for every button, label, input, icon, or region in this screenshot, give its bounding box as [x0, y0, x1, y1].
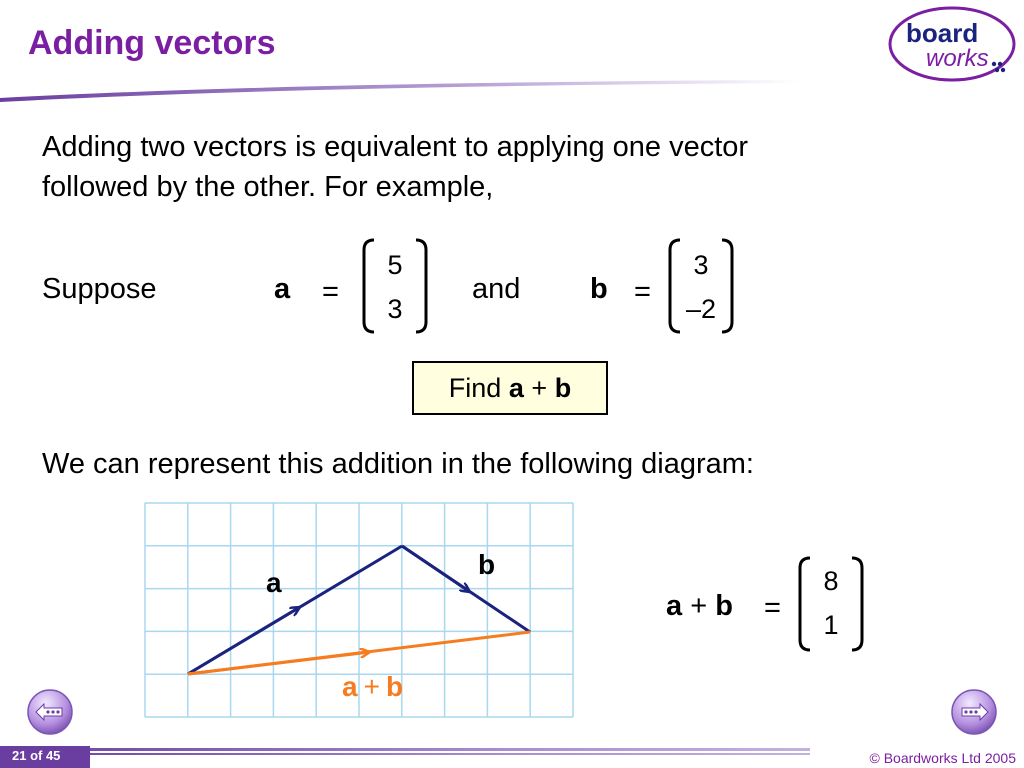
vector-a-y: 3	[387, 294, 403, 324]
vector-b-y: –2	[685, 294, 717, 324]
title-underline	[0, 80, 800, 102]
vector-b-arrowhead	[402, 546, 470, 592]
vector-b-matrix	[666, 236, 736, 336]
vector-diagram	[144, 502, 574, 718]
suppose-label: Suppose	[42, 273, 157, 305]
diagram-intro: We can represent this addition in the following diagram:	[42, 448, 754, 480]
result-expression	[666, 587, 733, 625]
equals-sign-a: =	[322, 276, 339, 308]
copyright-text: © Boardworks Ltd 2005	[869, 750, 1016, 766]
result-x: 8	[823, 566, 839, 596]
result-b: b	[715, 590, 733, 622]
page-counter: 21 of 45	[12, 748, 61, 763]
find-prefix: Find	[448, 373, 502, 403]
vector-b-x: 3	[693, 250, 709, 280]
result-matrix	[796, 554, 866, 654]
label-sum	[342, 671, 403, 702]
equals-sign-b: =	[634, 276, 651, 308]
intro-line-1: Adding two vectors is equivalent to applying one vector	[42, 131, 749, 163]
slide-title: Adding vectors	[28, 24, 276, 62]
label-b: b	[478, 549, 496, 580]
svg-text:board: board	[906, 18, 979, 48]
grid-lines	[145, 503, 573, 717]
intro-line-2: followed by the other. For example,	[42, 171, 494, 203]
result-a: a	[666, 590, 683, 622]
equals-sign-result: =	[764, 592, 781, 624]
result-y: 1	[823, 610, 839, 640]
find-b: b	[554, 373, 572, 403]
label-a: a	[266, 567, 282, 598]
label-sum-a: a	[342, 671, 358, 702]
vector-b-name: b	[590, 273, 608, 305]
vector-a-matrix	[360, 236, 430, 336]
find-plus: +	[531, 373, 548, 403]
svg-text:works: works	[926, 45, 989, 72]
find-box	[412, 361, 608, 415]
next-slide-button[interactable]	[950, 688, 998, 736]
find-a: a	[508, 373, 524, 403]
result-plus: +	[690, 590, 708, 622]
previous-slide-button[interactable]	[26, 688, 74, 736]
label-sum-b: b	[385, 671, 404, 702]
label-sum-plus: +	[363, 671, 380, 702]
vector-a-name: a	[274, 273, 291, 305]
boardworks-logo	[886, 4, 1018, 84]
vector-a-x: 5	[387, 250, 403, 280]
and-label: and	[472, 273, 521, 305]
